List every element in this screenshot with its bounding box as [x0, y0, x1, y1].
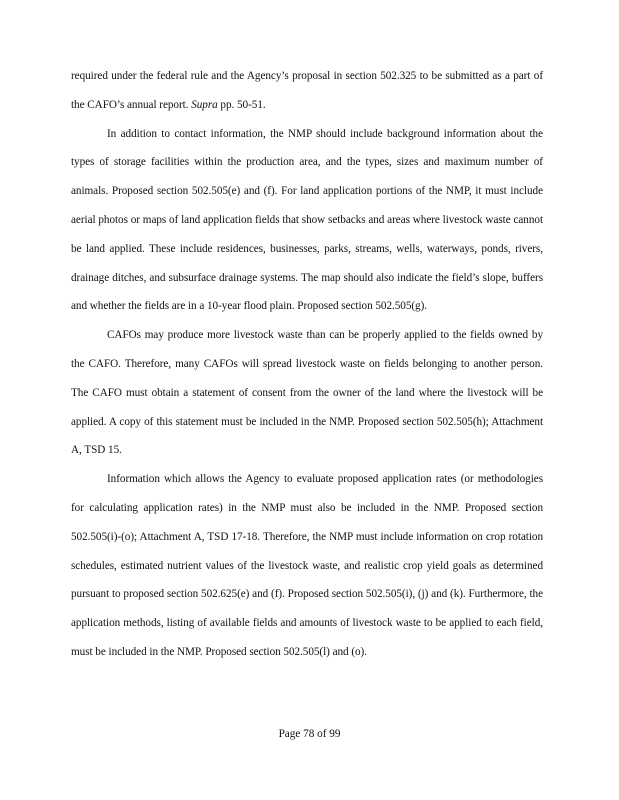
- paragraph-3: [71, 321, 543, 465]
- paragraph-1: [71, 62, 543, 120]
- paragraph-4-text: Information which allows the Agency to evaluate proposed application rates (or methodologies for calculating application rates) in the NMP must also be included in the NMP. Proposed section 502.505(i)-(o); Attachment A, TSD 17-18. Therefore, the NMP must include information on crop rotation schedules, estimated nutrient values of the livestock waste, and realistic crop yield goals as determined pursuant to proposed section 502.625(e) and (f). Proposed section 502.505(i), (j) and (k). Furthermore, the application methods, listing of available fields and amounts of livestock waste to be applied to each field, must be included in the NMP. Proposed section 502.505(l) and (o).: [71, 473, 543, 658]
- paragraph-1-text-2: pp. 50-51.: [217, 98, 266, 111]
- document-body: [71, 62, 543, 667]
- paragraph-3-text: CAFOs may produce more livestock waste than can be properly applied to the fields owned by the CAFO. Therefore, many CAFOs will spread livestock waste on fields belonging to another person. The CAFO must obtain a statement of consent from the owner of the land where the livestock will be applied. A copy of this statement must be included in the NMP. Proposed section 502.505(h); Attachment A, TSD 15.: [71, 329, 543, 457]
- page-number-footer: Page 78 of 99: [278, 728, 341, 740]
- paragraph-2-text: In addition to contact information, the NMP should include background information about the types of storage facilities within the production area, and the types, sizes and maximum number of animals. Proposed section 502.505(e) and (f). For land application portions of the NMP, it must include aerial photos or maps of land application fields that show setbacks and areas where livestock waste cannot be land applied. These include residences, businesses, parks, streams, wells, waterways, ponds, rivers, drainage ditches, and subsurface drainage systems. The map should also indicate the field’s slope, buffers and whether the fields are in a 10-year flood plain. Proposed section 502.505(g).: [71, 127, 543, 313]
- citation-supra: Supra: [191, 98, 218, 111]
- paragraph-4: [71, 465, 543, 667]
- paragraph-2: [71, 120, 543, 322]
- paragraph-1-text-1: required under the federal rule and the Agency’s proposal in section 502.325 to be submitted as a part of the CAFO’s annual report.: [71, 70, 543, 111]
